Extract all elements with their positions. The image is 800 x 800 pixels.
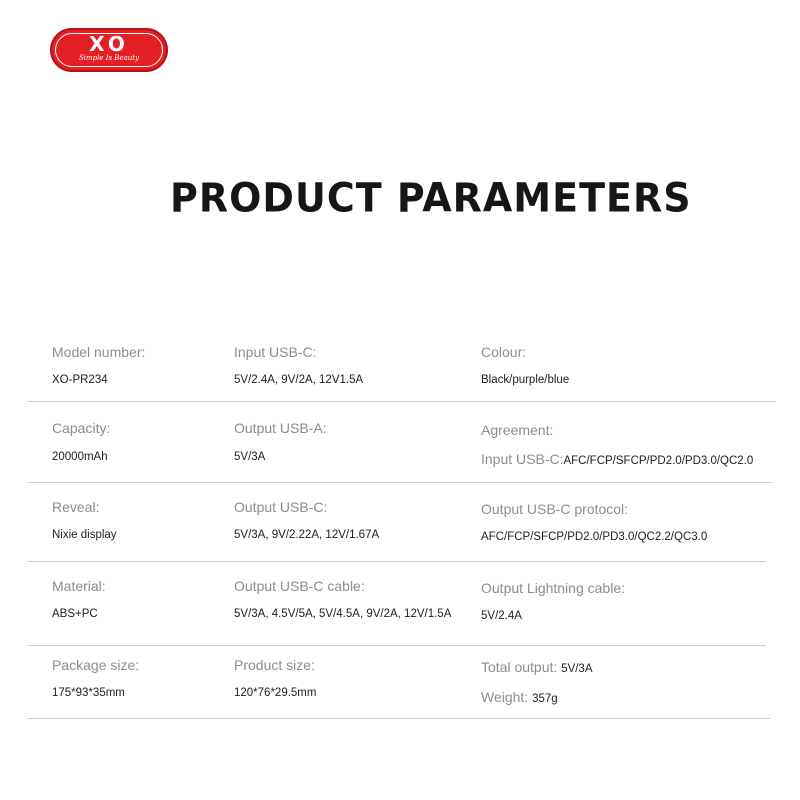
row-divider [28, 482, 772, 483]
total-output-label: Total output: [481, 659, 558, 675]
output-lightning-cable-label: Output Lightning cable: [481, 580, 625, 596]
material-label: Material: [52, 578, 106, 594]
model-number-label: Model number: [52, 344, 146, 360]
colour-value: Black/purple/blue [481, 374, 570, 386]
output-usb-c-protocol-label: Output USB-C protocol: [481, 501, 629, 517]
output-usb-c-label: Output USB-C: [234, 499, 328, 515]
model-number-value: XO-PR234 [52, 374, 108, 386]
agreement-protocols: AFC/FCP/SFCP/PD2.0/PD3.0/QC2.0 [563, 455, 754, 467]
weight-label: Weight: [481, 689, 529, 705]
capacity-label: Capacity: [52, 420, 111, 436]
total-output [481, 659, 593, 675]
output-lightning-cable-value: 5V/2.4A [481, 610, 522, 622]
agreement-value [481, 451, 753, 467]
material-value: ABS+PC [52, 608, 98, 620]
reveal-label: Reveal: [52, 499, 100, 515]
input-usb-c-value: 5V/2.4A, 9V/2A, 12V1.5A [234, 374, 364, 386]
agreement-label: Agreement: [481, 422, 554, 438]
input-usb-c-label: Input USB-C: [234, 344, 317, 360]
package-size-value: 175*93*35mm [52, 687, 125, 699]
total-output-value: 5V/3A [561, 663, 593, 675]
output-usb-c-cable-value: 5V/3A, 4.5V/5A, 5V/4.5A, 9V/2A, 12V/1.5A [234, 608, 452, 620]
output-usb-c-protocol-value: AFC/FCP/SFCP/PD2.0/PD3.0/QC2.2/QC3.0 [481, 531, 708, 543]
reveal-value: Nixie display [52, 529, 117, 541]
row-divider [28, 561, 766, 562]
package-size-label: Package size: [52, 657, 140, 673]
product-size-label: Product size: [234, 657, 315, 673]
capacity-value: 20000mAh [52, 451, 108, 463]
logo-brand: XO [89, 32, 129, 56]
output-usb-a-value: 5V/3A [234, 451, 266, 463]
weight-value: 357g [532, 693, 558, 705]
weight [481, 689, 558, 705]
colour-label: Colour: [481, 344, 527, 360]
logo-tagline: Simple Is Beauty [78, 54, 140, 62]
output-usb-a-label: Output USB-A: [234, 420, 327, 436]
product-size-value: 120*76*29.5mm [234, 687, 317, 699]
page-title: PRODUCT PARAMETERS [170, 174, 692, 222]
row-divider [28, 401, 776, 402]
agreement-value-prefix: Input USB-C: [481, 451, 564, 467]
output-usb-c-value: 5V/3A, 9V/2.22A, 12V/1.67A [234, 529, 380, 541]
output-usb-c-cable-label: Output USB-C cable: [234, 578, 365, 594]
row-divider [28, 645, 766, 646]
xo-logo [50, 28, 168, 72]
row-divider [28, 718, 770, 719]
